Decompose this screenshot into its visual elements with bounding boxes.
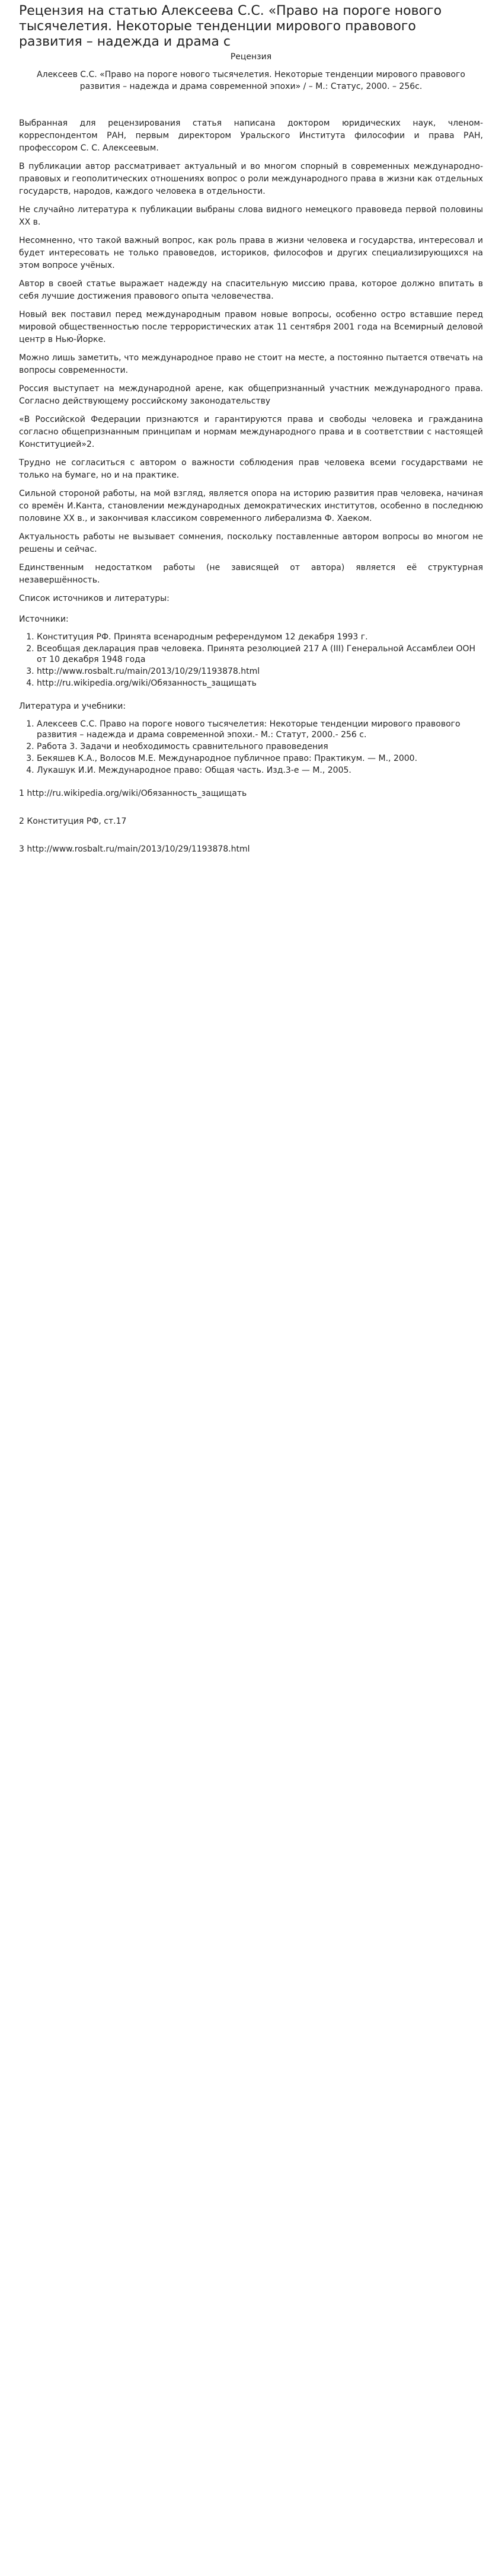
source-item: 3. http://www.rosbalt.ru/main/2013/10/29/1193878.html: [37, 666, 483, 677]
paragraph: Сильной стороной работы, на мой взгляд, является опора на историю развития прав человека, начиная со времён И.Канта, становлении международных демократических институтов, особенно в последнюю половине XX в., и закончивая классиком современного либерализма Ф. Хаеком.: [19, 489, 483, 523]
paragraph: Россия выступает на международной арене, как общепризнанный участник международного права. Согласно действующему российскому законодательству: [19, 384, 483, 406]
literature-item: 4. Лукашук И.И. Международное право: Общая часть. Изд.3-е — М., 2005.: [37, 765, 483, 776]
body-text: [19, 117, 483, 605]
literature-list: [37, 719, 483, 776]
paragraph: Новый век поставил перед международным правом новые вопросы, особенно остро вставшие перед мировой общественностью после террористических атак 11 сентября 2001 года на Всемирный деловой центр в Нью-Йорке.: [19, 310, 483, 344]
paragraph: «В Российской Федерации признаются и гарантируются права и свободы человека и гражданина согласно общепризнанным принципам и нормам международного права и в соответствии с настоящей Конституцией»2.: [19, 415, 483, 449]
paragraph: Можно лишь заметить, что международное право не стоит на месте, а постоянно пытается отвечать на вопросы современности.: [19, 353, 483, 375]
paragraph: Не случайно литература к публикации выбраны слова видного немецкого правоведа первой половины XX в.: [19, 205, 483, 227]
page-title: Рецензия на статью Алексеева С.С. «Право на пороге нового тысячелетия. Некоторые тенденции мирового правового развития – надежда и драма с: [19, 4, 442, 49]
paragraph: Автор в своей статье выражает надежду на спасительную миссию права, которое должно впитать в себя лучшие достижения правового опыта человечества.: [19, 279, 483, 301]
footnote: 2 Конституция РФ, ст.17: [19, 817, 127, 826]
paragraph: Единственным недостатком работы (не зависящей от автора) является её структурная незавершённость.: [19, 563, 483, 585]
literature-label: Литература и учебники:: [19, 702, 126, 711]
source-item: 1. Конституция РФ. Принята всенародным референдумом 12 декабря 1993 г.: [37, 632, 483, 642]
sources-label: Источники:: [19, 615, 69, 624]
citation-block: Алексеев С.С. «Право на пороге нового тысячелетия. Некоторые тенденции мирового правового развития – надежда и драма современной эпохи» / – М.: Статус, 2000. – 256с.: [37, 70, 465, 91]
literature-item: 2. Работа 3. Задачи и необходимость сравнительного правоведения: [37, 741, 483, 752]
source-item: 2. Всеобщая декларация прав человека. Принята резолюцией 217 А (III) Генеральной Ассамблеи ООН от 10 декабря 1948 года: [37, 644, 483, 665]
sources-list: [37, 632, 483, 689]
paragraph: Список источников и литературы:: [19, 594, 170, 603]
paragraph: В публикации автор рассматривает актуальный и во многом спорный в современных международно-правовых и геополитических отношениях вопрос о роли международного права в жизни как отдельных государств, народов, каждого человека в отдельности.: [19, 162, 483, 196]
review-label: Рецензия: [230, 52, 272, 62]
source-item: 4. http://ru.wikipedia.org/wiki/Обязанность_защищать: [37, 678, 483, 689]
footnote: 1 http://ru.wikipedia.org/wiki/Обязанность_защищать: [19, 789, 247, 798]
paragraph: Трудно не согласиться с автором о важности соблюдения прав человека всеми государствами не только на бумаге, но и на практике.: [19, 458, 483, 480]
paragraph: Актуальность работы не вызывает сомнения, поскольку поставленные автором вопросы во многом не решены и сейчас.: [19, 532, 483, 554]
paragraph: Несомненно, что такой важный вопрос, как роль права в жизни человека и государства, интересовал и будет интересовать не только правоведов, историков, философов и других специализирующихся на этом вопросе учёных.: [19, 236, 483, 270]
paragraph: Выбранная для рецензирования статья написана доктором юридических наук, членом-корреспондентом РАН, первым директором Уральского Института философии и права РАН, профессором С. С. Алексеевым.: [19, 119, 483, 153]
footnote: 3 http://www.rosbalt.ru/main/2013/10/29/1193878.html: [19, 844, 250, 854]
footnotes: [19, 788, 483, 856]
literature-item: 1. Алексеев С.С. Право на пороге нового тысячелетия: Некоторые тенденции мирового правового развития – надежда и драма современной эпохи.- М.: Статут, 2000.- 256 с.: [37, 719, 483, 740]
review-page: [9, 0, 493, 883]
literature-item: 3. Бекяшев К.А., Волосов М.Е. Международное публичное право: Практикум. — М., 2000.: [37, 753, 483, 764]
